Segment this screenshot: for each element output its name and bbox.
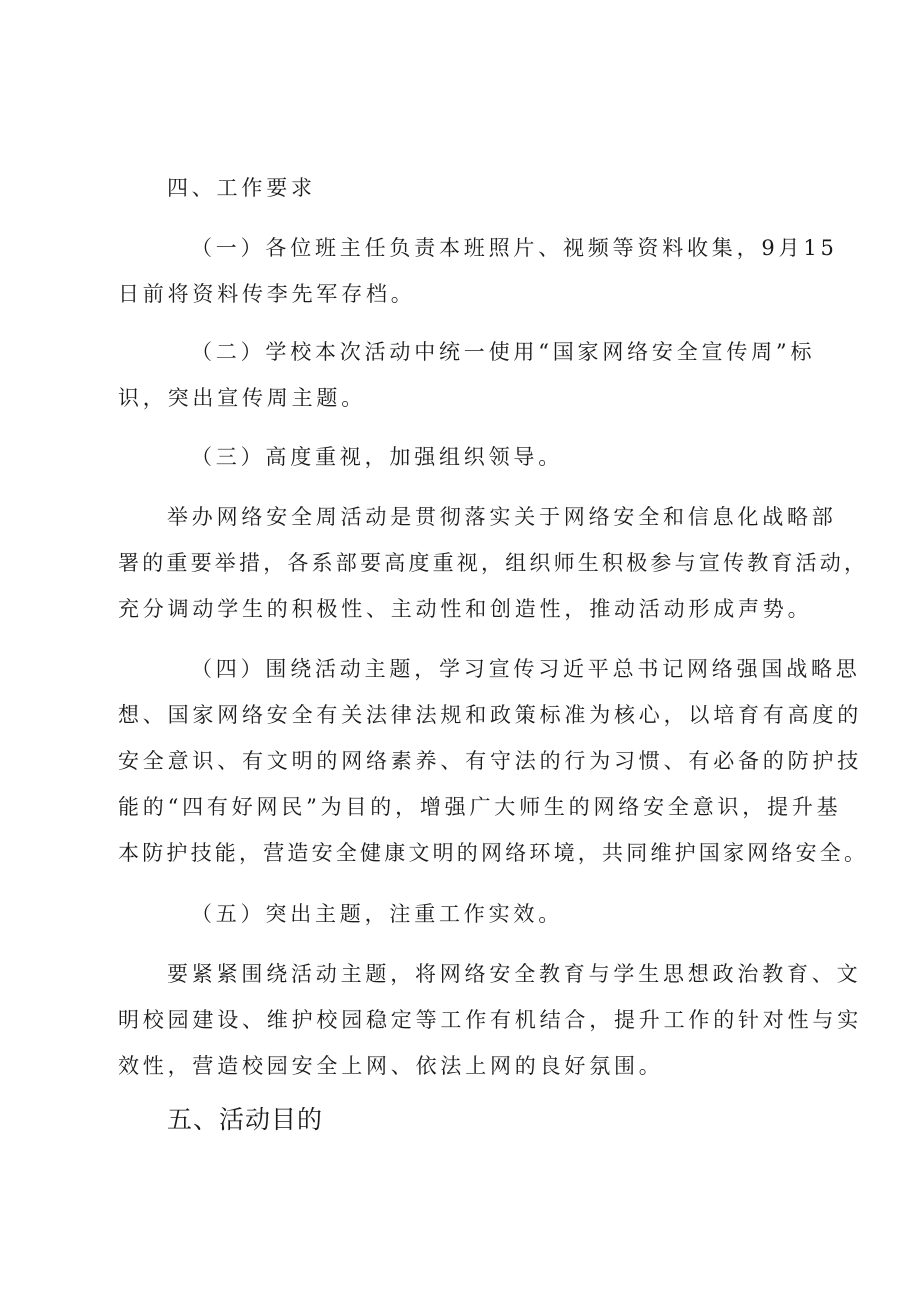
item-4-line-4: 能的“四有好网民”为目的，增强广大师生的网络安全意识，提升基 [118, 795, 842, 819]
item-1-line-2: 日前将资料传李先军存档。 [118, 282, 416, 306]
item-4-line-2: 想、国家网络安全有关法律法规和政策标准为核心，以培育有高度的 [118, 703, 862, 727]
paragraph-1-line-3: 充分调动学生的积极性、主动性和创造性，推动活动形成声势。 [118, 597, 813, 621]
paragraph-2-line-3: 效性，营造校园安全上网、依法上网的良好氛围。 [118, 1054, 664, 1078]
item-5: （五）突出主题，注重工作实效。 [191, 902, 563, 926]
section-heading-work-requirements: 四、工作要求 [167, 176, 316, 200]
item-2-line-1: （二）学校本次活动中统一使用“国家网络安全宣传周”标 [191, 340, 816, 364]
item-4-line-1: （四）围绕活动主题，学习宣传习近平总书记网络强国战略思 [191, 657, 861, 681]
item-3: （三）高度重视，加强组织领导。 [191, 445, 563, 469]
paragraph-2-line-1: 要紧紧围绕活动主题，将网络安全教育与学生思想政治教育、文 [167, 962, 862, 986]
item-1-line-1: （一）各位班主任负责本班照片、视频等资料收集，9月15 [191, 236, 838, 260]
paragraph-2-line-2: 明校园建设、维护校园稳定等工作有机结合，提升工作的针对性与实 [118, 1008, 862, 1032]
item-4-line-3: 安全意识、有文明的网络素养、有守法的行为习惯、有必备的防护技 [118, 749, 862, 773]
item-2-line-2: 识，突出宣传周主题。 [118, 386, 366, 410]
paragraph-1-line-1: 举办网络安全周活动是贯彻落实关于网络安全和信息化战略部 [167, 505, 837, 529]
section-heading-activity-purpose: 五、活动目的 [167, 1105, 324, 1134]
item-4-line-5: 本防护技能，营造安全健康文明的网络环境，共同维护国家网络安全。 [118, 841, 869, 865]
paragraph-1-line-2: 署的重要举措，各系部要高度重视，组织师生积极参与宣传教育活动， [118, 551, 869, 575]
